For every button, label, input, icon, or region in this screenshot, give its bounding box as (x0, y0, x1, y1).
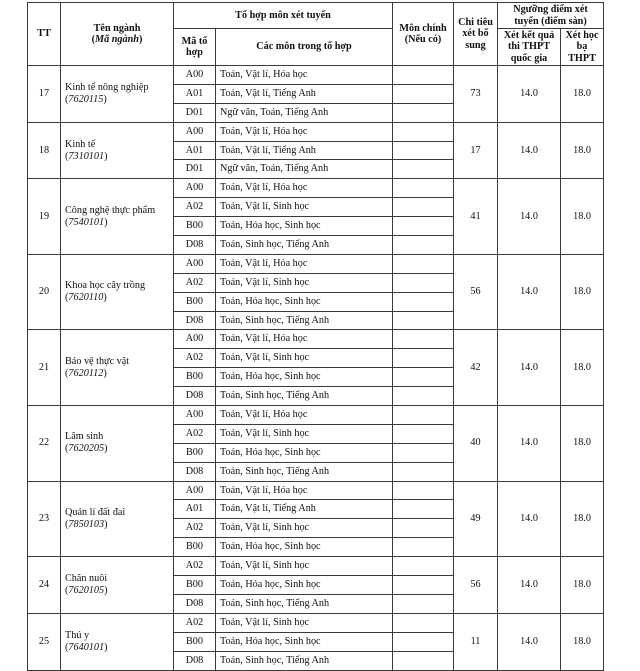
major-code: (7620112) (65, 367, 107, 379)
combo-subjects: Toán, Sinh học, Tiếng Anh (216, 236, 393, 255)
row-index: 23 (28, 481, 61, 557)
transcript-threshold: 18.0 (561, 179, 604, 255)
main-subject (393, 198, 454, 217)
major-name: Kinh tế (65, 138, 96, 150)
major-code-value: 7620105 (68, 584, 105, 596)
combo-code: D08 (174, 651, 216, 670)
major-code-value: 7310101 (68, 150, 105, 162)
main-subject (393, 443, 454, 462)
major-cell (61, 557, 174, 614)
major-code: (7620105) (65, 584, 108, 596)
combo-subjects: Toán, Sinh học, Tiếng Anh (216, 462, 393, 481)
combo-code: D08 (174, 462, 216, 481)
combo-subjects: Toán, Vật lí, Hóa học (216, 254, 393, 273)
combo-subjects: Ngữ văn, Toán, Tiếng Anh (216, 103, 393, 122)
row-index: 24 (28, 557, 61, 614)
major-name: Khoa học cây trồng (65, 280, 146, 292)
combo-code: A02 (174, 557, 216, 576)
quota-value: 17 (454, 122, 498, 179)
row-index: 21 (28, 330, 61, 406)
transcript-threshold: 18.0 (561, 254, 604, 330)
major-code-value: 7620115 (68, 93, 104, 105)
combo-code: D08 (174, 236, 216, 255)
combo-subjects: Toán, Vật lí, Tiếng Anh (216, 141, 393, 160)
main-subject (393, 462, 454, 481)
table-row (28, 406, 604, 425)
combo-subjects: Toán, Hóa học, Sinh học (216, 292, 393, 311)
table-row (28, 122, 604, 141)
table-header (28, 3, 604, 66)
row-index: 20 (28, 254, 61, 330)
transcript-threshold: 18.0 (561, 330, 604, 406)
major-name: Lâm sinh (65, 431, 104, 443)
thpt-threshold: 14.0 (498, 122, 561, 179)
header-transcript-score: Xét học bạ THPT (561, 29, 604, 66)
quota-value: 40 (454, 406, 498, 482)
quota-value: 11 (454, 613, 498, 670)
combo-subjects: Toán, Hóa học, Sinh học (216, 538, 393, 557)
combo-code: A00 (174, 122, 216, 141)
row-index: 17 (28, 66, 61, 123)
combo-subjects: Toán, Vật lí, Hóa học (216, 179, 393, 198)
major-name: Chăn nuôi (65, 572, 108, 584)
major-code: (7310101) (65, 150, 108, 162)
major-code: (7620205) (65, 443, 108, 455)
combo-code: B00 (174, 538, 216, 557)
main-subject (393, 273, 454, 292)
main-subject (393, 179, 454, 198)
combo-subjects: Toán, Vật lí, Sinh học (216, 519, 393, 538)
major-code: (7850103) (65, 518, 108, 530)
row-index: 22 (28, 406, 61, 482)
major-code-value: 7850103 (68, 518, 105, 530)
table-body (28, 66, 604, 671)
thpt-threshold: 14.0 (498, 613, 561, 670)
transcript-threshold: 18.0 (561, 481, 604, 557)
thpt-threshold: 14.0 (498, 254, 561, 330)
main-subject (393, 576, 454, 595)
combo-subjects: Toán, Sinh học, Tiếng Anh (216, 311, 393, 330)
main-subject (393, 424, 454, 443)
combo-code: B00 (174, 632, 216, 651)
major-cell (61, 613, 174, 670)
main-subject (393, 651, 454, 670)
main-subject (393, 406, 454, 425)
combo-code: A02 (174, 198, 216, 217)
header-combo-group: Tổ hợp môn xét tuyển (174, 3, 393, 29)
major-code: (7620115) (65, 93, 107, 105)
combo-code: A02 (174, 613, 216, 632)
quota-value: 49 (454, 481, 498, 557)
combo-subjects: Toán, Vật lí, Sinh học (216, 557, 393, 576)
header-thpt-score: Xét kết quả thi THPT quốc gia (498, 29, 561, 66)
combo-code: D08 (174, 311, 216, 330)
quota-value: 42 (454, 330, 498, 406)
combo-subjects: Toán, Hóa học, Sinh học (216, 443, 393, 462)
combo-subjects: Toán, Sinh học, Tiếng Anh (216, 651, 393, 670)
row-index: 18 (28, 122, 61, 179)
combo-code: A01 (174, 500, 216, 519)
main-subject (393, 349, 454, 368)
major-cell (61, 406, 174, 482)
major-cell (61, 66, 174, 123)
main-subject (393, 632, 454, 651)
header-tt: TT (28, 3, 61, 66)
major-name: Kinh tế nông nghiệp (65, 81, 149, 93)
combo-code: D01 (174, 103, 216, 122)
table-row (28, 613, 604, 632)
header-threshold-group: Ngưỡng điểm xét tuyển (điểm sàn) (498, 3, 604, 29)
table-row (28, 330, 604, 349)
thpt-threshold: 14.0 (498, 179, 561, 255)
combo-subjects: Toán, Vật lí, Sinh học (216, 349, 393, 368)
combo-code: A00 (174, 481, 216, 500)
combo-code: D01 (174, 160, 216, 179)
table-row (28, 179, 604, 198)
combo-code: B00 (174, 368, 216, 387)
combo-subjects: Toán, Hóa học, Sinh học (216, 217, 393, 236)
major-code: (7640101) (65, 641, 108, 653)
major-code-value: 7640101 (68, 641, 105, 653)
combo-code: A00 (174, 254, 216, 273)
combo-subjects: Toán, Hóa học, Sinh học (216, 368, 393, 387)
combo-code: D08 (174, 594, 216, 613)
major-name: Thú y (65, 629, 90, 641)
header-main-subject: Môn chính (Nếu có) (393, 3, 454, 66)
combo-code: B00 (174, 217, 216, 236)
main-subject (393, 500, 454, 519)
combo-subjects: Toán, Hóa học, Sinh học (216, 632, 393, 651)
combo-subjects: Ngữ văn, Toán, Tiếng Anh (216, 160, 393, 179)
quota-value: 56 (454, 254, 498, 330)
major-code-value: 7620110 (68, 292, 104, 304)
major-cell (61, 481, 174, 557)
header-quota: Chi tiêu xét bổ sung (454, 3, 498, 66)
main-subject (393, 519, 454, 538)
thpt-threshold: 14.0 (498, 557, 561, 614)
table-row (28, 557, 604, 576)
main-subject (393, 141, 454, 160)
combo-subjects: Toán, Vật lí, Sinh học (216, 613, 393, 632)
combo-subjects: Toán, Sinh học, Tiếng Anh (216, 594, 393, 613)
main-subject (393, 103, 454, 122)
main-subject (393, 330, 454, 349)
combo-subjects: Toán, Vật lí, Hóa học (216, 406, 393, 425)
main-subject (393, 311, 454, 330)
thpt-threshold: 14.0 (498, 406, 561, 482)
major-cell (61, 179, 174, 255)
combo-subjects: Toán, Sinh học, Tiếng Anh (216, 387, 393, 406)
combo-subjects: Toán, Hóa học, Sinh học (216, 576, 393, 595)
transcript-threshold: 18.0 (561, 406, 604, 482)
major-cell (61, 330, 174, 406)
table-row (28, 481, 604, 500)
quota-value: 73 (454, 66, 498, 123)
quota-value: 56 (454, 557, 498, 614)
combo-code: B00 (174, 576, 216, 595)
transcript-threshold: 18.0 (561, 66, 604, 123)
combo-code: A00 (174, 179, 216, 198)
combo-code: D08 (174, 387, 216, 406)
transcript-threshold: 18.0 (561, 557, 604, 614)
main-subject (393, 557, 454, 576)
major-code-value: 7620112 (68, 367, 104, 379)
combo-subjects: Toán, Vật lí, Tiếng Anh (216, 500, 393, 519)
row-index: 25 (28, 613, 61, 670)
combo-subjects: Toán, Vật lí, Hóa học (216, 66, 393, 85)
combo-code: A01 (174, 141, 216, 160)
combo-subjects: Toán, Vật lí, Hóa học (216, 122, 393, 141)
combo-code: A02 (174, 519, 216, 538)
main-subject (393, 122, 454, 141)
major-name: Quản lí đất đai (65, 506, 126, 518)
header-combo-code: Mã tổ hợp (174, 29, 216, 66)
main-subject (393, 594, 454, 613)
combo-code: A00 (174, 406, 216, 425)
combo-code: A01 (174, 84, 216, 103)
major-code: (7540101) (65, 216, 108, 228)
combo-code: A00 (174, 66, 216, 85)
header-combo-subjects: Các môn trong tổ hợp (216, 29, 393, 66)
combo-subjects: Toán, Vật lí, Sinh học (216, 198, 393, 217)
combo-code: A00 (174, 330, 216, 349)
major-cell (61, 122, 174, 179)
main-subject (393, 84, 454, 103)
major-code-value: 7620205 (68, 443, 105, 455)
admissions-table (27, 2, 604, 671)
transcript-threshold: 18.0 (561, 613, 604, 670)
major-name: Công nghệ thực phẩm (65, 204, 156, 216)
thpt-threshold: 14.0 (498, 330, 561, 406)
table-row (28, 66, 604, 85)
thpt-threshold: 14.0 (498, 66, 561, 123)
combo-subjects: Toán, Vật lí, Hóa học (216, 481, 393, 500)
main-subject (393, 368, 454, 387)
transcript-threshold: 18.0 (561, 122, 604, 179)
main-subject (393, 66, 454, 85)
combo-code: A02 (174, 273, 216, 292)
combo-code: A02 (174, 349, 216, 368)
main-subject (393, 292, 454, 311)
combo-code: B00 (174, 443, 216, 462)
combo-code: B00 (174, 292, 216, 311)
thpt-threshold: 14.0 (498, 481, 561, 557)
major-cell (61, 254, 174, 330)
combo-subjects: Toán, Vật lí, Sinh học (216, 273, 393, 292)
main-subject (393, 236, 454, 255)
header-major-code: Mã ngành (95, 34, 139, 45)
main-subject (393, 538, 454, 557)
combo-subjects: Toán, Vật lí, Tiếng Anh (216, 84, 393, 103)
combo-subjects: Toán, Vật lí, Hóa học (216, 330, 393, 349)
header-major-name: Tên ngành (93, 22, 141, 34)
combo-subjects: Toán, Vật lí, Sinh học (216, 424, 393, 443)
main-subject (393, 613, 454, 632)
major-code-value: 7540101 (68, 216, 105, 228)
row-index: 19 (28, 179, 61, 255)
main-subject (393, 217, 454, 236)
main-subject (393, 387, 454, 406)
main-subject (393, 160, 454, 179)
table-row (28, 254, 604, 273)
main-subject (393, 254, 454, 273)
major-name: Bảo vệ thực vật (65, 355, 130, 367)
header-major: Tên ngành (Mã ngành) (61, 3, 174, 66)
combo-code: A02 (174, 424, 216, 443)
quota-value: 41 (454, 179, 498, 255)
major-code: (7620110) (65, 292, 107, 304)
main-subject (393, 481, 454, 500)
